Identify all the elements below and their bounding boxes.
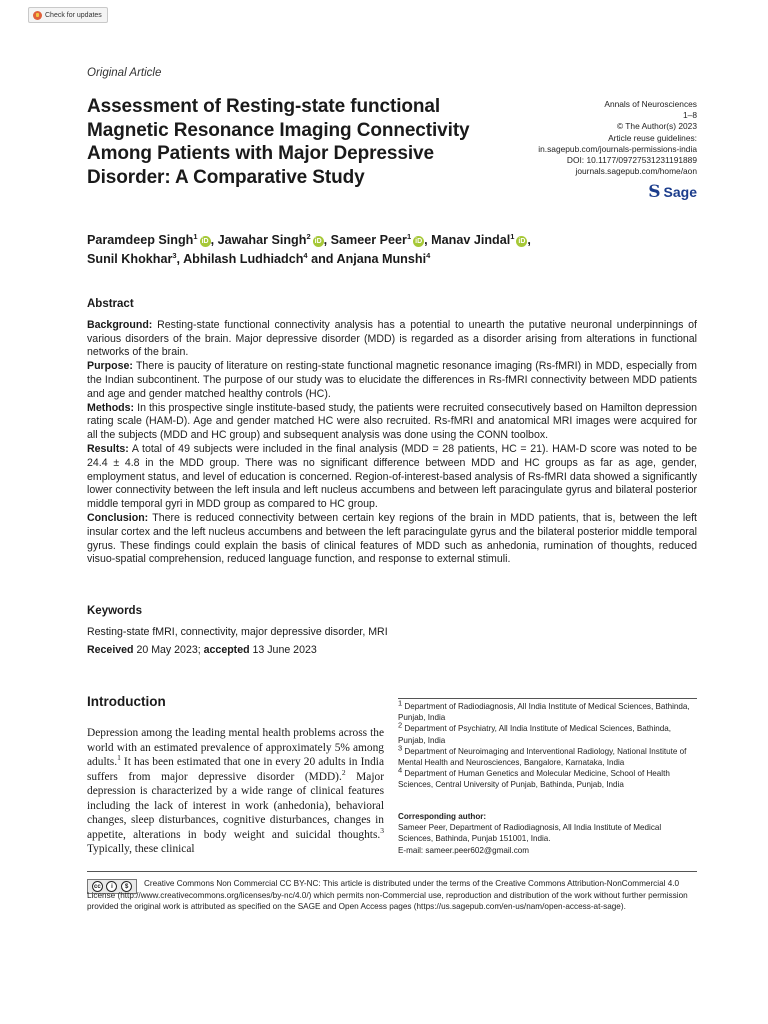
author-list: Paramdeep Singh$^1$iD , Jawahar Singh$^2$iD , Sameer Peer$^1$iD , Manav Jindal$^1$iD , Sunil Khokhar$^3$, Abhilash Ludhiadch$^4$ and Anjana Munshi$^4$ (87, 231, 531, 266)
orcid-icon[interactable]: iD (314, 238, 322, 245)
abstract (87, 298, 697, 567)
orcid-icon[interactable]: iD (518, 238, 526, 245)
affiliation (398, 698, 697, 723)
author (331, 233, 425, 247)
article-dates (87, 644, 317, 656)
citation-number[interactable]: 3 (380, 825, 384, 835)
citation-number[interactable]: 2 (341, 767, 346, 777)
introduction-body (87, 726, 384, 857)
by-icon: i (106, 881, 117, 892)
corresponding-author (398, 811, 697, 856)
author (218, 233, 324, 247)
author-affiliation-number: 4 (426, 250, 431, 260)
license-divider (87, 871, 697, 872)
abstract-section-text: Resting-state functional connectivity analysis has a potential to unearth the putative neuronal underpinnings of various disorders of the brain. Major depressive disorder (MDD) is regarded as a disorder arising from alterations in functional networks of the brain. (87, 318, 697, 359)
affiliation-number: 1 (398, 698, 403, 708)
affiliation-text: Department of Neuroimaging and Interventional Radiology, National Institute of Mental Health and Neurosciences, Bangalore, Karnataka, India (398, 746, 687, 768)
license-text: Creative Commons Non Commercial CC BY-NC: This article is distributed under the terms of the Creative Commons Attribution-NonCommercial 4.0 License (http://www.creativecommons.org/licenses/by-nc/4.0/) which permits non-Commercial use, reproduction and distribution of the work without further permission provided the original work is attributed as specified on the SAGE and Open Access pages (https://us.sagepub.com/en-us/nam/open-access-at-sage). (87, 879, 688, 912)
check-for-updates-button[interactable] (28, 7, 108, 23)
copyright: © The Author(s) 2023 (616, 121, 697, 132)
author-affiliation-number: 3 (172, 250, 177, 260)
affiliation-number: 3 (398, 743, 403, 753)
reuse-link[interactable]: in.sagepub.com/journals-permissions-india (538, 143, 697, 154)
affiliation-text: Department of Psychiatry, All India Institute of Medical Sciences, Bathinda, Punjab, India (398, 724, 672, 745)
introduction-text: Major depression is characterized by a wide range of clinical features including the lack of interest in work (anhedonia), behavioral changes, sleep disturbances, cognitive disturbances, changes in appetite, alterations in body weight and suicidal thoughts. (87, 770, 384, 841)
author (337, 252, 431, 266)
corresponding-heading: Corresponding author: (398, 812, 487, 821)
author-affiliation-number: 2 (306, 231, 311, 241)
affiliations (398, 698, 697, 791)
affiliation (398, 743, 697, 768)
abstract-section-label: Background: (87, 318, 153, 331)
author-name: Paramdeep Singh (87, 233, 194, 247)
check-for-updates-label: Check for updates (45, 11, 102, 19)
abstract-section-label: Conclusion: (87, 511, 149, 524)
corresponding-line: Sameer Peer, Department of Radiodiagnosis, All India Institute of Medical Sciences, Bathinda, Punjab 151001, India. (398, 823, 662, 844)
author (183, 252, 308, 266)
journal-metadata (457, 99, 697, 177)
author-name: Jawahar Singh (217, 233, 307, 247)
abstract-sections (87, 319, 697, 567)
nc-icon: $ (121, 881, 132, 892)
keywords-heading: Keywords (87, 605, 142, 617)
abstract-section (87, 360, 697, 401)
keywords-text: Resting-state fMRI, connectivity, major depressive disorder, MRI (87, 626, 388, 638)
article-title: Assessment of Resting-state functional Magnetic Resonance Imaging Connectivity Among Patients with Major Depressive Disorder: A Comparative Study (87, 96, 470, 188)
affiliation (398, 720, 697, 745)
received-label: Received (87, 644, 134, 656)
introduction-text: Typically, these clinical (87, 843, 195, 855)
author (87, 233, 211, 247)
crossmark-icon (33, 11, 42, 20)
introduction-text: Depression among the leading mental health problems across the world with an estimated prevalence of approximately 5% among adults. (87, 727, 384, 768)
sage-s-icon: S (648, 182, 661, 202)
sage-logo-text: Sage (663, 184, 697, 200)
accepted-label: accepted (203, 644, 250, 656)
corresponding-line: E-mail: sameer.peer602@gmail.com (398, 845, 530, 855)
citation-number[interactable]: 1 (117, 753, 121, 763)
affiliation-text: Department of Human Genetics and Molecular Medicine, School of Health Sciences, Central University of Punjab, Bathinda, Punjab, India (398, 769, 670, 790)
doi[interactable]: DOI: 10.1177/09727531231191889 (566, 155, 697, 166)
journal-name: Annals of Neurosciences (604, 99, 697, 109)
introduction-text: It has been estimated that one in every 20 adults in India suffers from major depressive disorder (MDD). (87, 756, 384, 783)
article-type: Original Article (87, 67, 162, 79)
orcid-icon[interactable]: iD (201, 238, 209, 245)
author-affiliation-number: 1 (193, 231, 198, 241)
abstract-section-label: Methods: (87, 401, 135, 414)
author-name: Abhilash Ludhiadch (183, 252, 304, 266)
received-date: 20 May 2023; (136, 644, 201, 656)
keywords (87, 604, 697, 639)
author-name: Manav Jindal (431, 233, 511, 247)
abstract-section (87, 402, 697, 443)
introduction-heading: Introduction (87, 694, 166, 709)
abstract-section-text: There is paucity of literature on resting-state functional magnetic resonance imaging (Rs-fMRI) in MDD, especially from the Indian subcontinent. The purpose of our study was to elucidate the differences in Rs-fMRI connectivity between MDD patients and age and gender matched healthy controls (HC). (87, 360, 697, 400)
author-name: Sunil Khokhar (87, 252, 173, 266)
affiliation-divider (398, 698, 697, 699)
author (431, 233, 527, 247)
affiliation-number: 2 (398, 720, 403, 730)
abstract-section (87, 512, 697, 567)
affiliation (398, 765, 697, 790)
author-affiliation-number: 1 (406, 231, 412, 241)
cc-icon: cc (92, 881, 103, 892)
journal-home-link[interactable]: journals.sagepub.com/home/aon (575, 166, 697, 177)
author-name: Anjana Munshi (336, 252, 427, 266)
abstract-section-text: In this prospective single institute-based study, the patients were recruited consecutively based on Hamilton depression rating scale (HAM-D). Age and gender matched HC were also recruited. Rs-fMRI and anatomical MRI images were acquired for all the subjects (MDD and HC group) and subsequent analysis was done using the CONN toolbox. (87, 401, 697, 442)
author-name: Sameer Peer (330, 233, 407, 247)
author-affiliation-number: 4 (303, 250, 308, 260)
orcid-icon[interactable]: iD (415, 238, 423, 245)
abstract-section-text: There is reduced connectivity between certain key regions of the brain in MDD patients, that is, between the left insular cortex and the left nucleus accumbens and between the left paracingulate gyrus and the bilateral posterior middle temporal gyrus. These findings could explain the basis of clinical features of MDD such as anhedonia, rumination of thoughts, reduced visuo-spatial comprehension, reduced language function, and response to external stimuli. (87, 511, 697, 566)
author (87, 252, 177, 266)
author-affiliation-number: 1 (510, 231, 515, 241)
abstract-section (87, 319, 697, 360)
affiliation-number: 4 (398, 765, 403, 775)
sage-logo (648, 182, 697, 202)
accepted-date: 13 June 2023 (252, 644, 317, 656)
corresponding-lines (398, 822, 697, 856)
abstract-section-label: Purpose: (87, 360, 133, 373)
affiliation-text: Department of Radiodiagnosis, All India Institute of Medical Sciences, Bathinda, Punjab, India (398, 702, 690, 723)
abstract-section (87, 443, 697, 512)
abstract-section-text: A total of 49 subjects were included in the final analysis (MDD = 28 patients, HC = 21). HAM-D score was noted to be 24.4 ± 4.8 in the MDD group. There was no significant difference between MDD and HC groups as far as age, gender, employment status, and level of education is concerned. Region-of-interest-based analysis of Rs-fMRI data showed a significantly lower connectivity between the left insula and left nucleus accumbens and between left paracingulate gyrus and bilateral posterior middle temporal gyri in MDD group as compared to HC group. (87, 442, 698, 511)
page-range: 1–8 (683, 110, 697, 121)
abstract-section-label: Results: (87, 442, 129, 455)
reuse-label: Article reuse guidelines: (608, 132, 697, 143)
abstract-heading: Abstract (87, 298, 134, 310)
